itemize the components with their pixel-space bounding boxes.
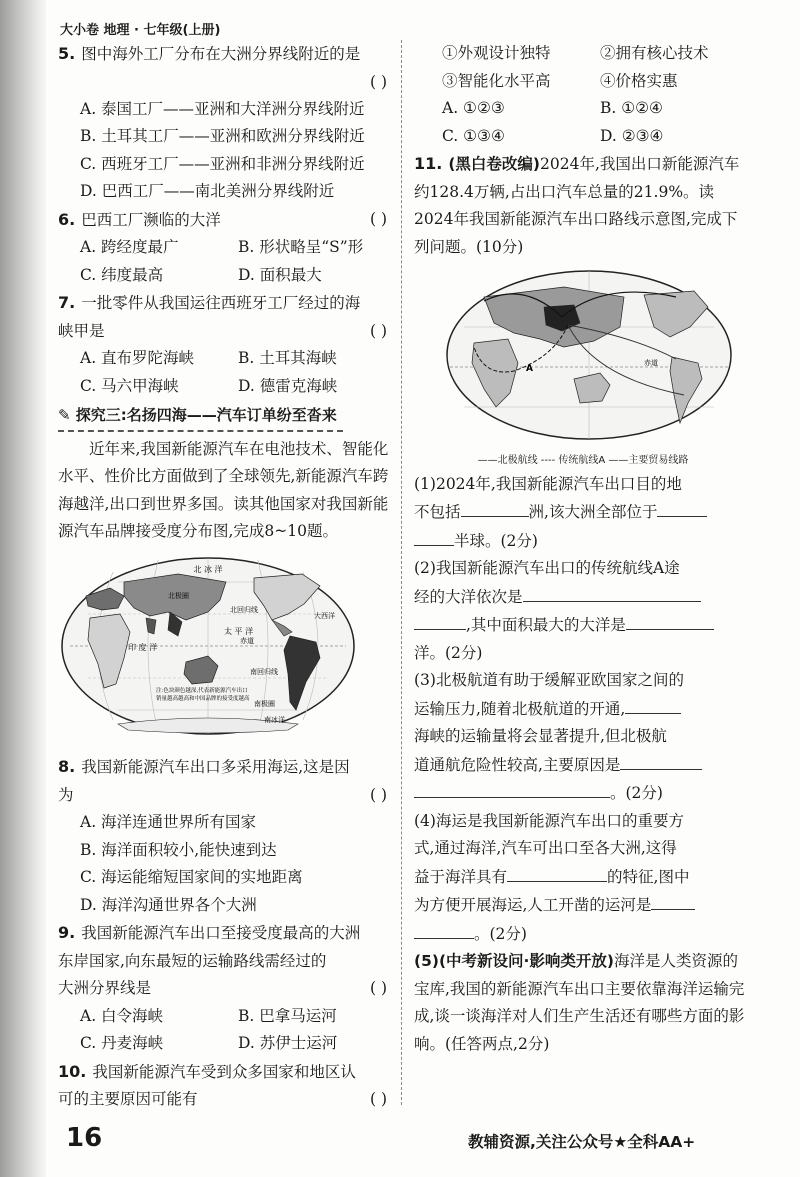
answer-paren[interactable]: ( ) (369, 72, 387, 91)
question-stem: 2024年,我国出口新能源汽车约128.4万辆,占出口汽车总量的21.9%。读2024年我国新能源汽车出口路线示意图,完成下列问题。(10分) (414, 155, 740, 256)
question-6 (58, 206, 393, 235)
answer-paren[interactable]: ( ) (369, 785, 387, 804)
intro-paragraph: 近年来,我国新能源汽车在电池技术、智能化水平、性价比方面做到了全球领先,新能源汽车跨海越洋,出口到世界多国。读其他国家对我国新能源汽车品牌接受度分布图,完成8~10题。 (58, 439, 389, 540)
option[interactable]: C. ①③④ (442, 126, 505, 145)
question-number: 6. (58, 209, 76, 229)
statement: ④价格实惠 (600, 71, 678, 90)
question-stem-cont: 大洲分界线是 (58, 979, 152, 997)
label-southern-ocean: 南冰洋 (264, 715, 285, 724)
question-10 (58, 1058, 393, 1087)
answer-blank[interactable] (414, 527, 454, 546)
option[interactable]: C. 纬度最高 (80, 265, 164, 284)
question-stem: 图中海外工厂分布在大洲分界线附近的是 (81, 45, 361, 63)
question-5 (58, 40, 393, 69)
answer-paren[interactable]: ( ) (369, 1090, 387, 1108)
subquestion-3: (3)北极航道有助于缓解亚欧国家之间的 (414, 671, 684, 689)
answer-blank[interactable] (414, 920, 474, 939)
page-number: 16 (66, 1123, 103, 1153)
option[interactable]: D. 海洋沟通世界各个大洲 (80, 895, 257, 914)
route-label-a: A (526, 364, 533, 374)
question-number: 10. (58, 1061, 87, 1081)
question-stem-cont: 可的主要原因可能有 (58, 1090, 198, 1108)
export-route-map (444, 267, 752, 453)
left-column (58, 40, 393, 1114)
option[interactable]: C. 马六甲海峡 (80, 376, 179, 395)
world-map-acceptance (58, 552, 358, 740)
label-pacific: 太 平 洋 (224, 626, 254, 636)
label-arctic-ocean: 北 冰 洋 (193, 564, 223, 574)
option[interactable]: B. 土耳其海峡 (238, 349, 337, 367)
question-stem-cont: 东岸国家,向东最短的运输路线需经过的 (58, 951, 327, 970)
option[interactable]: D. 德雷克海峡 (238, 376, 338, 395)
option[interactable]: C. 海运能缩短国家间的实地距离 (80, 868, 303, 886)
option[interactable]: A. 白令海峡 (80, 1006, 164, 1025)
question-number: 5. (58, 44, 76, 63)
label-tropic-capricorn: 南回归线 (250, 667, 278, 676)
option[interactable]: B. 海洋面积较小,能快速到达 (80, 840, 277, 859)
question-stem: 巴西工厂濒临的大洋 (81, 210, 221, 229)
question-number: 11. (414, 154, 443, 173)
option[interactable]: A. ①②③ (442, 99, 505, 117)
question-9 (58, 919, 393, 948)
option[interactable]: A. 直布罗陀海峡 (80, 349, 195, 367)
section-heading: ✎ 探究三:名扬四海——汽车订单纷至沓来 (58, 402, 343, 432)
answer-blank[interactable] (626, 611, 714, 630)
option[interactable]: D. ②③④ (600, 126, 664, 145)
answer-blank[interactable] (657, 498, 707, 517)
answer-blank[interactable] (461, 498, 529, 517)
option[interactable]: D. 苏伊士运河 (238, 1034, 338, 1052)
option[interactable]: B. 形状略呈“S”形 (238, 238, 364, 256)
option[interactable]: D. 巴西工厂——南北美洲分界线附近 (80, 182, 335, 200)
source-tag: (黑白卷改编) (448, 155, 541, 173)
option[interactable]: D. 面积最大 (238, 265, 322, 284)
option[interactable]: B. 巴拿马运河 (238, 1006, 337, 1025)
map-note-1: 注:色块颜色越深,代表新能源汽车出口 (156, 687, 248, 694)
answer-blank[interactable] (414, 779, 610, 798)
option[interactable]: B. ①②④ (600, 99, 663, 117)
option[interactable]: A. 海洋连通世界所有国家 (80, 813, 257, 831)
binding-strip (0, 0, 46, 1177)
question-stem: 一批零件从我国运往西班牙工厂经过的海 (81, 294, 361, 312)
label-arctic-circle: 北极圈 (168, 591, 189, 600)
question-11 (414, 150, 752, 261)
label-indian: 印 度 洋 (128, 642, 158, 652)
label-equator: 赤道 (644, 359, 658, 367)
answer-blank[interactable] (507, 863, 607, 882)
map-note-2: 销量越高越高和中国品牌的接受度越高 (156, 695, 250, 702)
option[interactable]: B. 土耳其工厂——亚洲和欧洲分界线附近 (80, 127, 365, 145)
question-stem-cont: 为 (58, 785, 74, 804)
footer-note: 教辅资源,关注公众号★全科AA+ (468, 1133, 696, 1151)
answer-paren[interactable]: ( ) (369, 979, 387, 997)
question-stem: 我国新能源汽车出口多采用海运,这是因 (81, 758, 350, 776)
answer-blank[interactable] (651, 891, 695, 910)
subquestion-1: (1)2024年,我国新能源汽车出口目的地 (414, 474, 682, 493)
label-tropic-cancer: 北回归线 (230, 605, 258, 614)
label-equator: 赤道 (240, 636, 254, 645)
option[interactable]: A. 泰国工厂——亚洲和大洋洲分界线附近 (80, 99, 365, 118)
question-8 (58, 753, 393, 782)
page-header: 大小卷 地理 · 七年级(上册) (60, 23, 221, 38)
answer-blank[interactable] (620, 751, 702, 770)
label-atlantic: 大西洋 (314, 611, 335, 620)
answer-blank[interactable] (414, 611, 466, 630)
answer-blank[interactable] (523, 583, 701, 602)
question-7 (58, 289, 393, 318)
label-antarctic-circle: 南极圈 (254, 699, 275, 708)
subquestion-5: (5)(中考新设问·影响类开放)海洋是人类资源的宝库,我国的新能源汽车出口主要依靠海洋运输完成,谈一谈海洋对人们生产生活还有哪些方面的影响。(任答两点,2分) (414, 952, 745, 1053)
option[interactable]: C. 丹麦海峡 (80, 1034, 164, 1052)
answer-paren[interactable]: ( ) (369, 209, 387, 228)
question-stem-cont: 峡甲是 (58, 321, 105, 340)
option[interactable]: C. 西班牙工厂——亚洲和非洲分界线附近 (80, 154, 365, 173)
answer-paren[interactable]: ( ) (369, 321, 387, 340)
column-divider (401, 40, 402, 1105)
question-number: 7. (58, 293, 76, 312)
question-stem: 我国新能源汽车受到众多国家和地区认 (92, 1062, 356, 1081)
statement: ①外观设计独特 (442, 44, 551, 62)
question-number: 9. (58, 923, 76, 942)
option[interactable]: A. 跨经度最广 (80, 238, 179, 256)
question-stem: 我国新能源汽车出口至接受度最高的大洲 (81, 924, 361, 942)
subquestion-4: (4)海运是我国新能源汽车出口的重要方 (414, 811, 684, 830)
subquestion-2: (2)我国新能源汽车出口的传统航线A途 (414, 559, 680, 577)
answer-blank[interactable] (625, 695, 681, 714)
right-column: ①外观设计独特 ②拥有核心技术 ③智能化水平高 ④价格实惠 A. ①②③ B. ①②④ C. ①③④ D. ②③④ 11. (黑白卷改编)2024年,我国出口新能源汽车约128.4万辆,占出口汽车总量的21.9%。读2024年我国新能源汽车出口路线示意图,完成下列问题。(10分) A 赤道 ——北极航线 ---- 传统航线A ——主要贸易线路 (1)2024年,我国新能源汽车出口目的地 不包括 洲,该大洲全部位于 半球。(2分) (2)我国新能源汽车出口的传统航线A途 经的大洋依次是 ,其中面积最大的大洋是 洋。(2分) (3)北极航道有助于缓解亚欧国家之间的 运输压力,随着北极航道的开通, 海峡的运输量将会显著提升,但北极航 道通航危险性较高,主要原因是 。(2分) (4)海运是我国新能源汽车出口的重要方 式,通过海洋,汽车可出口至各大洲,这得 益于海洋具有 的特征,图中 为方便开展海运,人工开凿的运河是 。(2分) (5)(中考新设问·影响类开放)海洋是人类资源的宝库,我国的新能源汽车出口主要依靠海洋运输完成,谈一谈海洋对人们生产生活还有哪些方面的影响。(任答两点,2分) (414, 40, 752, 1058)
statement: ③智能化水平高 (442, 71, 551, 90)
world-map-routes (444, 267, 734, 443)
statement: ②拥有核心技术 (600, 44, 709, 62)
route-legend: ——北极航线 ---- 传统航线A ——主要贸易线路 (477, 454, 689, 466)
acceptance-map (58, 552, 393, 750)
pencil-icon: ✎ (58, 406, 76, 424)
question-number: 8. (58, 757, 76, 776)
